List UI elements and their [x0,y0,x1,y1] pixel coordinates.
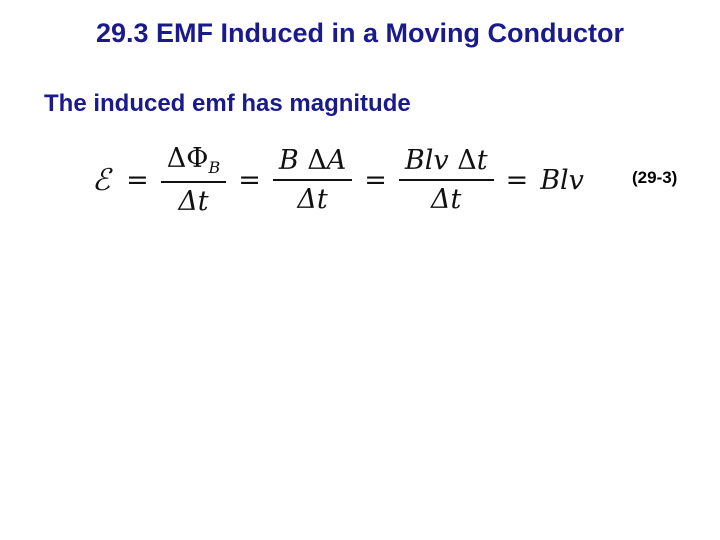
equals-sign: = [364,164,387,196]
equation-number: (29-3) [632,168,678,187]
emf-equation [92,140,584,220]
a-symbol: A [326,144,347,176]
fraction-numerator [399,145,494,176]
equals-sign: = [238,164,261,196]
b-symbol: B [278,144,299,176]
phi-symbol: Φ [186,143,209,175]
fraction-flux-over-time [161,143,226,216]
fraction-denominator: Δt [297,184,328,215]
fraction-blv-over-time [399,145,494,215]
fraction-numerator [161,143,226,177]
fraction-bar [161,181,226,183]
fraction-bar [273,179,352,181]
blv-symbol: Blv [404,144,449,176]
fraction-denominator: Δt [431,184,462,215]
fraction-numerator [273,145,352,176]
fraction-area-over-time [273,145,352,215]
fraction-bar [399,179,494,181]
subscript-b: B [208,158,221,178]
emf-symbol: ℰ [92,162,111,198]
fraction-denominator: Δt [178,185,209,217]
equals-sign: = [505,164,529,196]
t-symbol: t [476,144,488,176]
delta-symbol: Δ [166,143,187,175]
result-blv: Blv [540,164,584,196]
slide-title: 29.3 EMF Induced in a Moving Conductor [95,18,625,48]
equals-sign: = [126,164,149,196]
delta-symbol: Δ [457,144,477,176]
delta-symbol: Δ [307,144,327,176]
body-text: The induced emf has magnitude [44,90,411,117]
